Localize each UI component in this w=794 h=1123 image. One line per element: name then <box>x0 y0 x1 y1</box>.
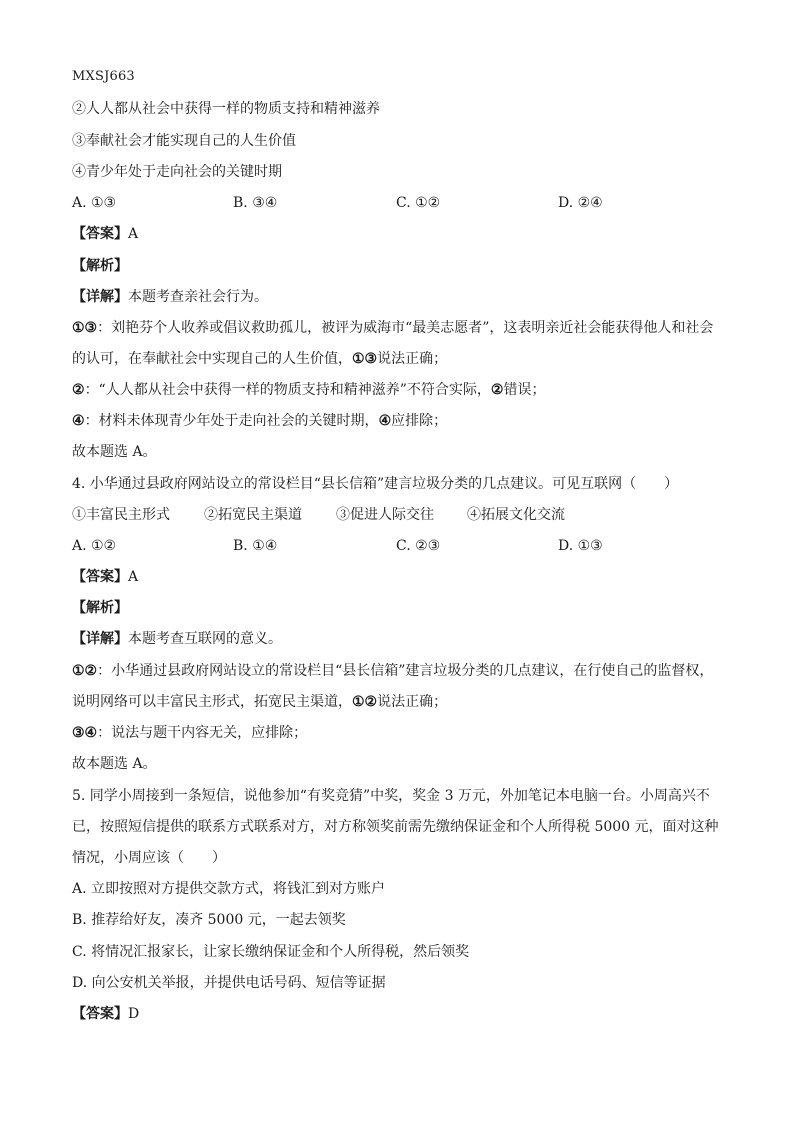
q5-stem-line3: 情况，小周应该（ ） <box>72 850 226 866</box>
q3-statement-2: ②人人都从社会中获得一样的物质支持和精神滋养 <box>72 101 380 117</box>
explain-lead: ①③ <box>72 320 98 336</box>
q4-option-a: A. ①② <box>72 538 117 554</box>
answer-tag: 【答案】 <box>72 226 128 242</box>
detail-text: 本题考查亲社会行为。 <box>128 289 268 305</box>
q3-explain-3 <box>72 412 447 430</box>
explain-lead: ② <box>72 382 85 398</box>
q3-explain-1-line1 <box>72 319 713 337</box>
explain-text: 说明网络可以丰富民主形式，拓宽民主渠道， <box>72 694 352 710</box>
explain-lead: ④ <box>72 413 85 429</box>
q4-sub-option-2: ②拓宽民主渠道 <box>204 507 302 523</box>
q5-stem-line1: 5. 同学小周接到一条短信，说他参加“有奖竞猜”中奖，奖金 3 万元，外加笔记本电脑一台。小周高兴不 <box>72 788 710 804</box>
q3-option-c: C. ①② <box>396 195 441 211</box>
explain-lead: ①② <box>352 694 378 710</box>
explain-text: 错误； <box>503 382 546 398</box>
q4-conclusion: 故本题选 A。 <box>72 756 157 772</box>
q3-answer <box>72 225 138 243</box>
q5-option-d: D. 向公安机关举报，并提供电话号码、短信等证据 <box>72 975 386 991</box>
q4-answer <box>72 568 138 586</box>
explain-text: ：材料未体现青少年处于走向社会的关键时期， <box>84 413 379 429</box>
q3-detail <box>72 288 268 306</box>
q4-sub-option-4: ④拓展文化交流 <box>467 507 565 523</box>
q3-statement-4: ④青少年处于走向社会的关键时期 <box>72 164 282 180</box>
q4-option-d: D. ①③ <box>558 538 603 554</box>
q3-statement-3: ③奉献社会才能实现自己的人生价值 <box>72 133 296 149</box>
explain-lead: ② <box>490 382 504 398</box>
q4-sub-option-1: ①丰富民主形式 <box>72 507 170 523</box>
explain-lead: ①③ <box>352 351 378 367</box>
q3-analysis-tag: 【解析】 <box>72 258 128 274</box>
q3-explain-1-line2 <box>72 350 447 368</box>
explain-lead: ①② <box>72 663 98 679</box>
q5-option-b: B. 推荐给好友，凑齐 5000 元，一起去领奖 <box>72 912 346 928</box>
q4-option-c: C. ②③ <box>396 538 441 554</box>
q5-option-a: A. 立即按照对方提供交款方式，将钱汇到对方账户 <box>72 881 386 897</box>
q4-explain-2 <box>72 724 307 742</box>
explain-text: ：小华通过县政府网站设立的常设栏目“县长信箱”建言垃圾分类的几点建议，在行使自己的监督权， <box>97 663 714 679</box>
explain-lead: ③④ <box>72 725 98 741</box>
explain-text: 的认可，在奉献社会中实现自己的人生价值， <box>72 351 352 367</box>
detail-tag: 【详解】 <box>72 289 128 305</box>
q4-detail <box>72 630 282 648</box>
q5-stem-line2: 已，按照短信提供的联系方式联系对方，对方称领奖前需先缴纳保证金和个人所得税 5000 元，面对这种 <box>72 819 719 835</box>
answer-value: A <box>128 569 139 585</box>
detail-text: 本题考查互联网的意义。 <box>128 631 282 647</box>
q4-explain-1-line1 <box>72 662 713 680</box>
q3-explain-2 <box>72 381 545 399</box>
q4-stem: 4. 小华通过县政府网站设立的常设栏目“县长信箱”建言垃圾分类的几点建议。可见互联网（ ） <box>72 476 679 492</box>
q5-option-c: C. 将情况汇报家长，让家长缴纳保证金和个人所得税，然后领奖 <box>72 944 470 960</box>
q4-option-b: B. ①④ <box>233 538 278 554</box>
detail-tag: 【详解】 <box>72 631 128 647</box>
q3-conclusion: 故本题选 A。 <box>72 444 157 460</box>
doc-code: MXSJ663 <box>72 69 135 84</box>
q4-analysis-tag: 【解析】 <box>72 600 128 616</box>
q4-sub-option-3: ③促进人际交往 <box>336 507 434 523</box>
answer-value: D <box>128 1006 140 1022</box>
answer-tag: 【答案】 <box>72 569 128 585</box>
q5-answer <box>72 1005 139 1023</box>
explain-text: ：“人人都从社会中获得一样的物质支持和精神滋养”不符合实际， <box>84 382 491 398</box>
answer-tag: 【答案】 <box>72 1006 128 1022</box>
explain-text: 说法正确； <box>377 694 448 710</box>
q4-explain-1-line2 <box>72 693 447 711</box>
explain-text: 应排除； <box>391 413 448 429</box>
explain-lead: ④ <box>378 413 392 429</box>
explain-text: 说法正确； <box>377 351 448 367</box>
q3-option-a: A. ①③ <box>72 195 117 211</box>
explain-text: ：说法与题干内容无关，应排除； <box>97 725 308 741</box>
answer-value: A <box>128 226 139 242</box>
q3-option-b: B. ③④ <box>233 195 278 211</box>
explain-text: ：刘艳芬个人收养或倡议救助孤儿，被评为威海市“最美志愿者”，这表明亲近社会能获得他人和社会 <box>97 320 714 336</box>
q3-option-d: D. ②④ <box>558 195 603 211</box>
